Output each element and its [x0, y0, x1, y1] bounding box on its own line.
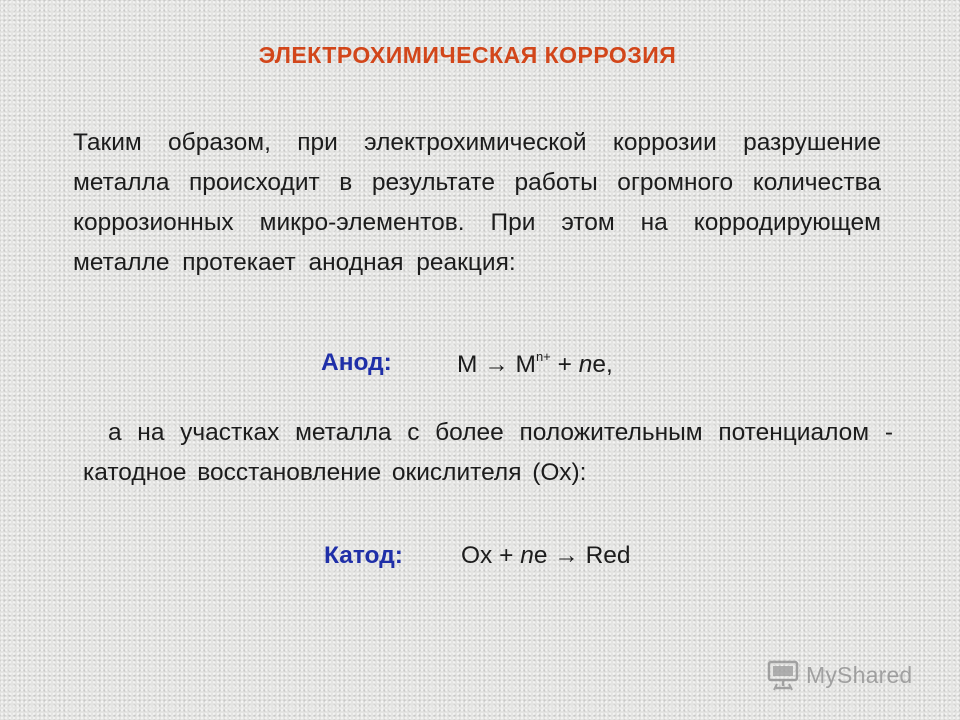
watermark-text: MyShared [806, 661, 913, 688]
cathode-expr-start: Ox + [461, 542, 521, 569]
anode-expr-mid: + [550, 351, 579, 378]
body-paragraph-2: а на участках металла с более положительным потенциалом - катодное восстановление окислителя (Ох): [83, 419, 893, 486]
anode-expr-end: e, [592, 351, 613, 378]
cathode-expression [461, 542, 631, 570]
anode-n-italic: n [578, 351, 593, 378]
watermark [766, 655, 936, 695]
projector-screen-icon [766, 658, 800, 692]
cathode-n-italic: n [520, 542, 534, 569]
anode-label: Анод: [321, 349, 392, 376]
anode-expression [457, 349, 613, 379]
cathode-expr-end: e → Red [533, 542, 631, 569]
slide-title: ЭЛЕКТРОХИМИЧЕСКАЯ КОРРОЗИЯ [258, 42, 677, 68]
anode-expr-start: M → M [457, 351, 536, 378]
cathode-label: Катод: [324, 542, 403, 569]
anode-superscript: n+ [535, 349, 551, 364]
body-paragraph-1: Таким образом, при электрохимической коррозии разрушение металла происходит в результате работы огромного количества коррозионных микро-элементов. При этом на корродирующем металле протекает анодная реакция: [73, 129, 881, 276]
